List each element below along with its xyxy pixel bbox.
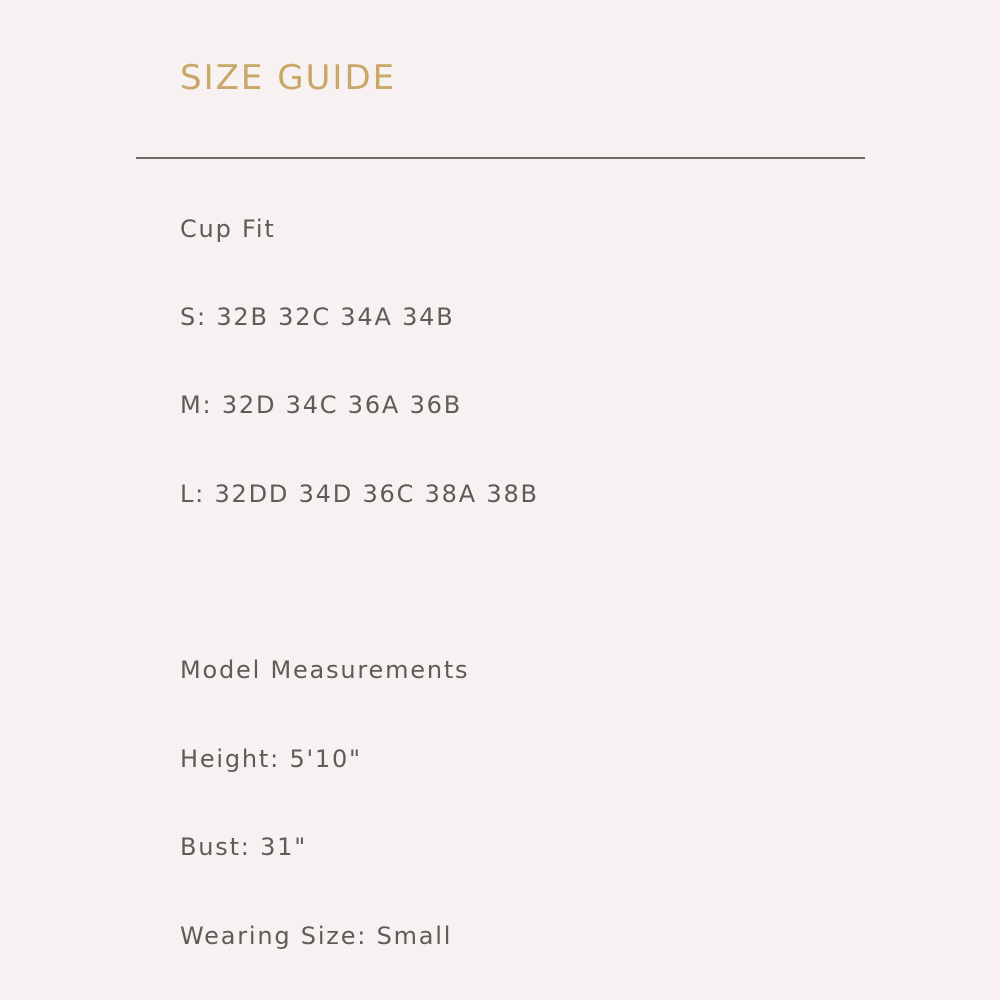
cup-fit-size-large: L: 32DD 34D 36C 38A 38B	[180, 480, 539, 508]
model-measurements-heading: Model Measurements	[180, 656, 470, 684]
model-wearing-size: Wearing Size: Small	[180, 922, 453, 950]
model-bust: Bust: 31"	[180, 833, 308, 861]
model-height: Height: 5'10"	[180, 745, 362, 773]
page-title: SIZE GUIDE	[180, 58, 397, 98]
cup-fit-size-small: S: 32B 32C 34A 34B	[180, 303, 455, 331]
cup-fit-size-medium: M: 32D 34C 36A 36B	[180, 391, 462, 419]
section-divider	[136, 157, 865, 159]
cup-fit-heading: Cup Fit	[180, 215, 276, 243]
